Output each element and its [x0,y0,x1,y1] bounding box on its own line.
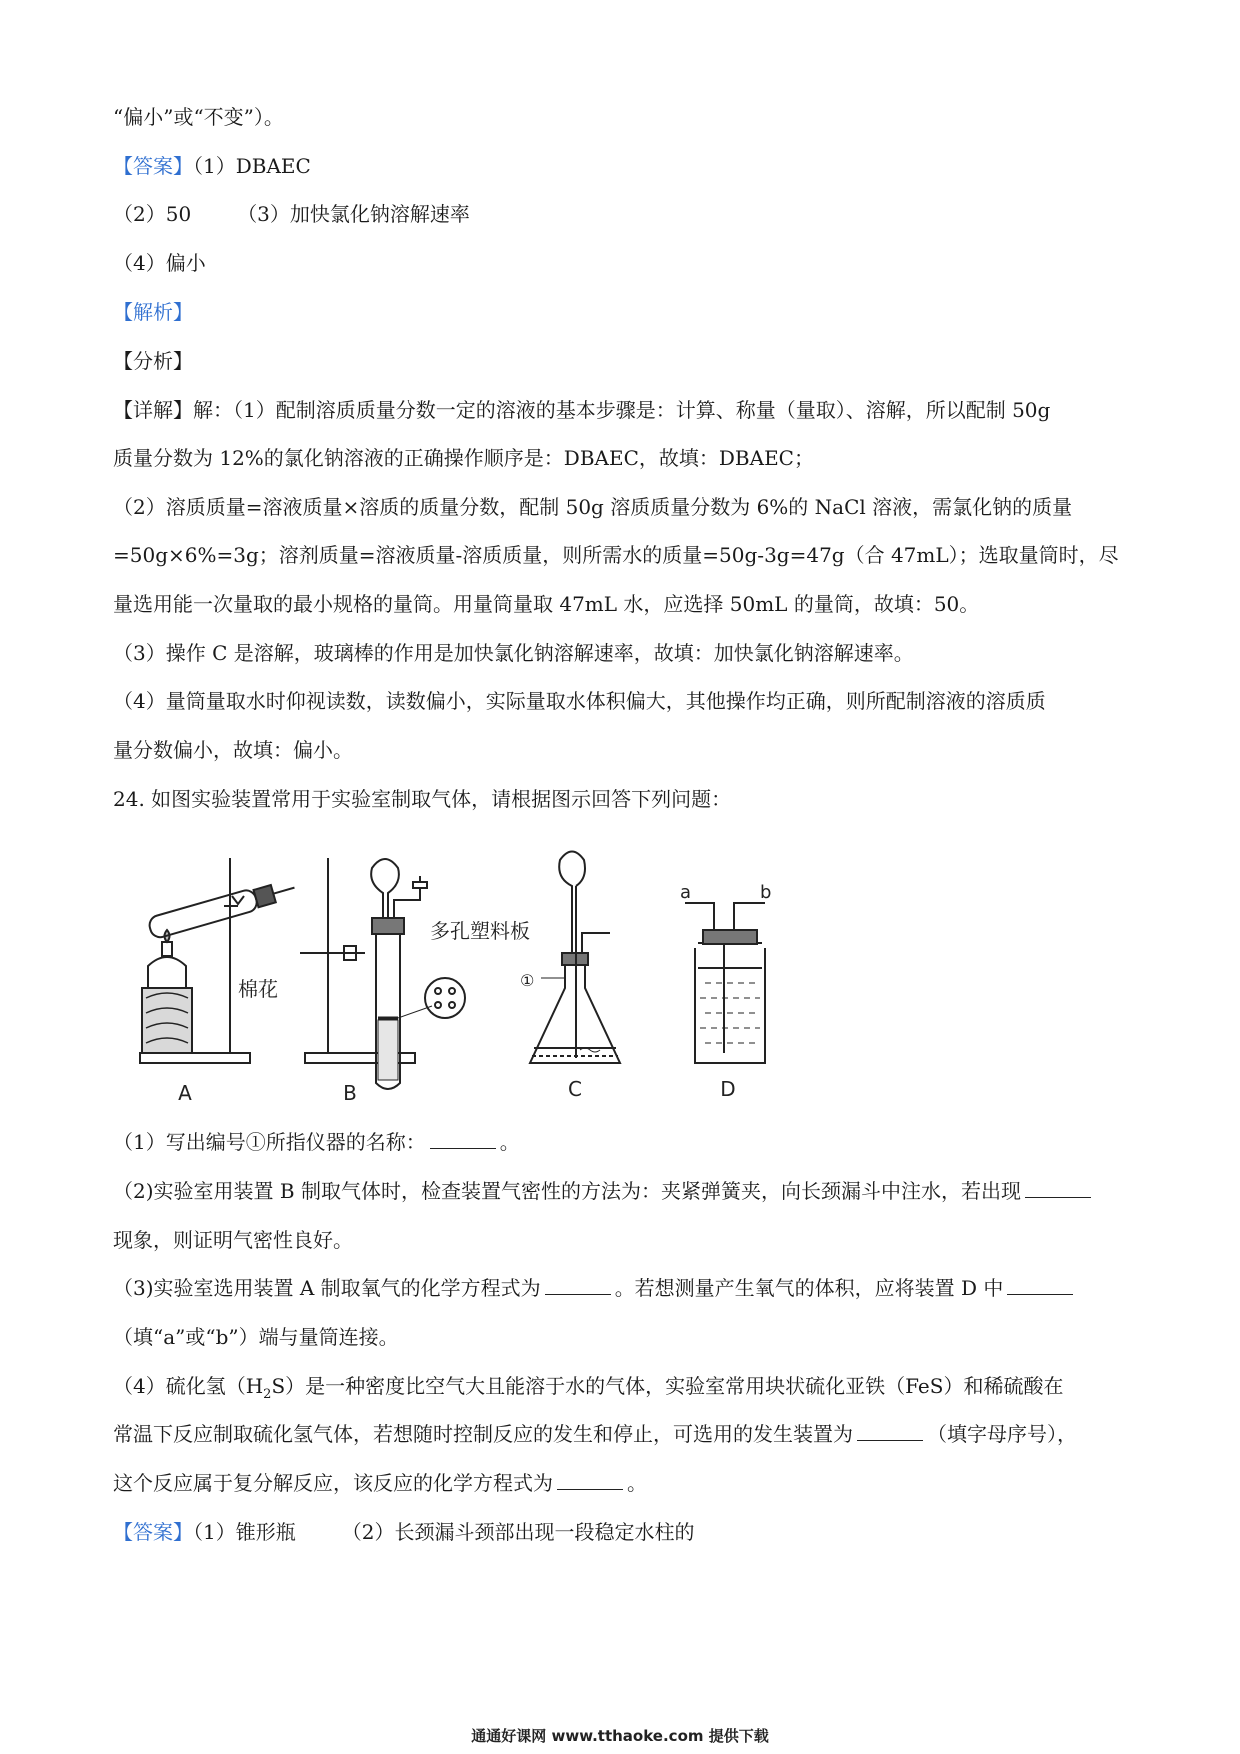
label-a: A [178,1081,192,1105]
label-cotton: 棉花 [238,977,278,1001]
answer-blank[interactable] [430,1128,496,1149]
answer-blank[interactable] [557,1469,623,1490]
answer-line-24: 【答案】（1）锥形瓶 （2）长颈漏斗颈部出现一段稳定水柱的 [113,1520,695,1544]
detail-line-7: （4）量筒量取水时仰视读数，读数偏小，实际量取水体积偏大，其他操作均正确，则所配制溶液的溶质质 [113,689,1046,713]
detail-line-4: =50g×6%=3g；溶剂质量=溶液质量-溶质质量，则所需水的质量=50g-3g=47g（合 47mL）；选取量筒时，尽 [113,543,1119,567]
answer-line-2: （2）50 （3）加快氯化钠溶解速率 [113,202,470,226]
detail-line-8: 量分数偏小，故填：偏小。 [113,738,353,762]
label-d: D [720,1077,736,1101]
apparatus-c [530,852,620,1064]
label-c: C [568,1077,582,1101]
answer-tag: 【答案】 [113,1520,193,1544]
lab-apparatus-figure [120,838,840,1108]
footer-source: 通通好课网 www.tthaoke.com 提供下载 [471,1727,769,1745]
apparatus-d [685,903,765,1063]
detail-line-5: 量选用能一次量取的最小规格的量筒。用量筒量取 47mL 水，应选择 50mL 的量筒，故填：50。 [113,592,980,616]
answer-blank[interactable] [857,1420,923,1441]
subquestion-4-line-2: 常温下反应制取硫化氢气体，若想随时控制反应的发生和停止，可选用的发生装置为 （填字母序号）， [113,1422,1077,1446]
answer-blank[interactable] [1007,1274,1073,1295]
answer-line-4: （4）偏小 [113,251,206,275]
label-porous-plate: 多孔塑料板 [430,919,530,943]
analysis-tag: 【解析】 [113,300,193,324]
detail-line-2: 质量分数为 12%的氯化钠溶液的正确操作顺序是：DBAEC，故填：DBAEC； [113,446,814,470]
detail-line-6: （3）操作 C 是溶解，玻璃棒的作用是加快氯化钠溶解速率，故填：加快氯化钠溶解速率。 [113,641,914,665]
subquestion-3-line-2: （填“a”或“b”）端与量筒连接。 [113,1325,399,1349]
subquestion-3-line-1: （3)实验室选用装置 A 制取氧气的化学方程式为 。若想测量产生氧气的体积，应将装置 D 中 [113,1272,1077,1304]
label-b: B [343,1081,357,1105]
text-line-0: “偏小”或“不变”）。 [113,105,284,129]
subquestion-4-line-1: （4）硫化氢$(H_2S)$是一种密度比空气大且能溶于水的气体，实验室常用块状硫化亚铁（FeS）和稀硫酸在 [113,1374,1064,1402]
subquestion-2-line-1: （2)实验室用装置 B 制取气体时，检查装置气密性的方法为：夹紧弹簧夹，向长颈漏斗中注水，若出现 [113,1175,1095,1207]
detail-line-3: （2）溶质质量=溶液质量×溶质的质量分数，配制 50g 溶质质量分数为 6%的 NaCl 溶液，需氯化钠的质量 [113,495,1073,519]
port-b-label: b [760,882,772,903]
apparatus-a [140,858,297,1063]
subquestion-1: （1）写出编号①所指仪器的名称： 。 [113,1130,520,1154]
answer-blank[interactable] [1025,1177,1091,1198]
answer-line-1: 【答案】（1）DBAEC [113,154,311,178]
subquestion-2-line-2: 现象，则证明气密性良好。 [113,1228,353,1252]
answer-tag: 【答案】 [113,154,193,178]
question-24: 24. 如图实验装置常用于实验室制取气体，请根据图示回答下列问题： [113,787,732,811]
subquestion-4-line-3: 这个反应属于复分解反应，该反应的化学方程式为 。 [113,1471,647,1495]
detail-line-1: 【详解】解：（1）配制溶质质量分数一定的溶液的基本步骤是：计算、称量（量取）、溶解，所以配制 50g [113,398,1051,422]
apparatus-b [300,858,465,1089]
label-instrument-1: ① [520,971,535,990]
analysis-sub-tag: 【分析】 [113,349,193,373]
answer-blank[interactable] [545,1274,611,1295]
port-a-label: a [680,882,692,903]
